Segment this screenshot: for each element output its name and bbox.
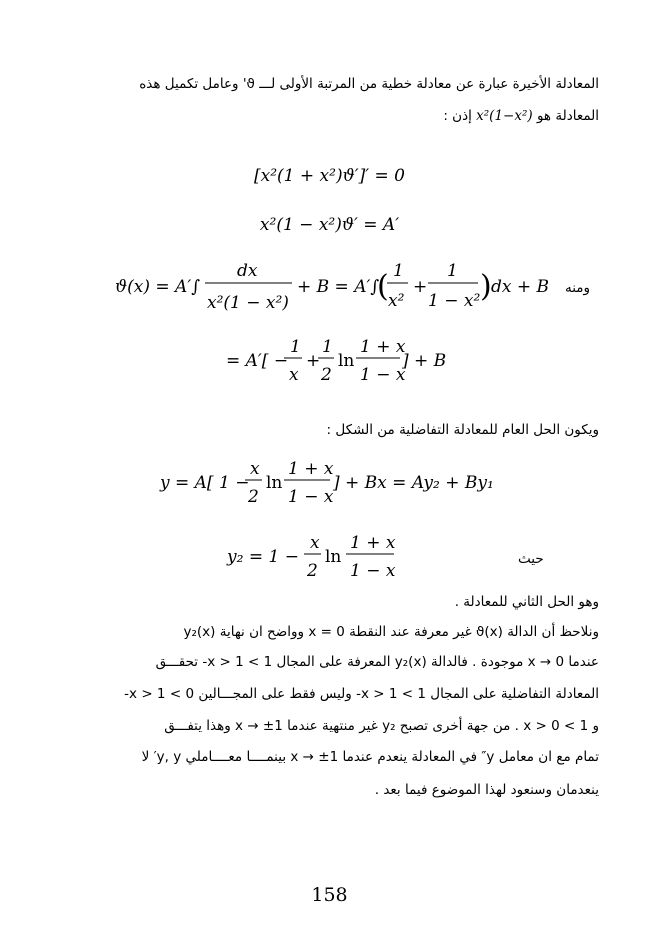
equation-log bbox=[0, 334, 659, 394]
paragraph-line: و 1 > x > 0 . من جهة أخرى تصبح y₂ غير منتهية عندما x → ±1 وهذا يتفـــق bbox=[164, 718, 599, 734]
svg-text:= A′[ −: = A′[ − bbox=[226, 351, 289, 371]
svg-text:x: x bbox=[289, 365, 299, 385]
paragraph-line: المعادلة التفاضلية على المجال 1 > x > 1- وليس فقط على المجـــالين 0 > x > 1- bbox=[124, 686, 599, 702]
svg-text:x: x bbox=[250, 459, 260, 479]
equation-y2 bbox=[0, 530, 659, 590]
svg-text:ln: ln bbox=[325, 547, 342, 567]
equation: [x²(1 + x²)ϑ′]′ = 0 bbox=[254, 166, 405, 186]
svg-text:1 + x: 1 + x bbox=[350, 533, 396, 553]
svg-text:1: 1 bbox=[393, 261, 404, 281]
svg-text:2: 2 bbox=[321, 365, 332, 385]
equation-general-solution bbox=[0, 456, 659, 516]
svg-text:x²: x² bbox=[388, 291, 405, 311]
svg-text:+: + bbox=[413, 277, 428, 297]
equation-integral bbox=[0, 256, 659, 316]
svg-text:y₂ = 1 −: y₂ = 1 − bbox=[227, 547, 299, 567]
page-number: 158 bbox=[311, 884, 348, 906]
svg-text:x: x bbox=[310, 533, 320, 553]
paragraph-line: وهو الحل الثاني للمعادلة . bbox=[454, 594, 599, 610]
svg-text:1 − x: 1 − x bbox=[350, 561, 396, 581]
svg-text:dx + B: dx + B bbox=[491, 277, 550, 297]
svg-text:ln: ln bbox=[338, 351, 355, 371]
svg-text:ϑ(x) = A′∫: ϑ(x) = A′∫ bbox=[115, 277, 201, 297]
svg-text:+: + bbox=[306, 351, 321, 371]
paragraph-line: ويكون الحل العام للمعادلة التفاضلية من الشكل : bbox=[326, 422, 599, 438]
inline-math: x²(1−x²) bbox=[476, 108, 533, 124]
svg-text:1: 1 bbox=[290, 337, 301, 357]
svg-text:(: ( bbox=[377, 269, 389, 304]
svg-text:] + B: ] + B bbox=[402, 351, 447, 371]
paragraph-line bbox=[59, 106, 599, 126]
svg-text:+ B = A′∫: + B = A′∫ bbox=[297, 277, 380, 297]
svg-text:): ) bbox=[480, 269, 492, 304]
equation: x²(1 − x²)ϑ′ = A′ bbox=[259, 215, 400, 235]
svg-text:1: 1 bbox=[322, 337, 333, 357]
paragraph-line: تمام مع ان معامل y″ في المعادلة ينعدم عندما x → ±1 بينمــــا معــــاملي y, y′ لا bbox=[141, 749, 599, 765]
svg-text:x²(1 − x²): x²(1 − x²) bbox=[207, 293, 289, 313]
svg-text:y = A[ 1 −: y = A[ 1 − bbox=[160, 473, 250, 493]
svg-text:1 − x: 1 − x bbox=[288, 487, 334, 507]
paragraph-text: المعادلة هو bbox=[536, 108, 599, 124]
svg-text:1 + x: 1 + x bbox=[360, 337, 406, 357]
svg-text:1 − x²: 1 − x² bbox=[428, 291, 481, 311]
paragraph-line: المعادلة الأخيرة عبارة عن معادلة خطية من المرتبة الأولى لـــ ϑ' وعامل تكميل هذه bbox=[139, 76, 599, 92]
svg-text:2: 2 bbox=[248, 487, 259, 507]
svg-text:] + Bx = Ay₂ + By₁: ] + Bx = Ay₂ + By₁ bbox=[333, 473, 494, 493]
svg-text:2: 2 bbox=[307, 561, 318, 581]
arabic-word: حيث bbox=[518, 551, 544, 567]
svg-text:dx: dx bbox=[237, 261, 258, 281]
svg-text:ln: ln bbox=[266, 473, 283, 493]
paragraph-line: ينعدمان وسنعود لهذا الموضوع فيما بعد . bbox=[374, 782, 599, 798]
svg-text:1 + x: 1 + x bbox=[288, 459, 334, 479]
arabic-word: ومنه bbox=[565, 280, 591, 296]
paragraph-line: عندما x → 0 موجودة . فالدالة y₂(x) المعرفة على المجال 1 > x > 1- تحقـــق bbox=[155, 654, 599, 670]
paragraph-line: ونلاحظ أن الدالة ϑ(x) غير معرفة عند النقطة x = 0 وواضح ان نهاية y₂(x) bbox=[183, 624, 599, 640]
svg-text:1: 1 bbox=[447, 261, 458, 281]
paragraph-text: إذن : bbox=[443, 108, 472, 124]
svg-text:1 − x: 1 − x bbox=[360, 365, 406, 385]
